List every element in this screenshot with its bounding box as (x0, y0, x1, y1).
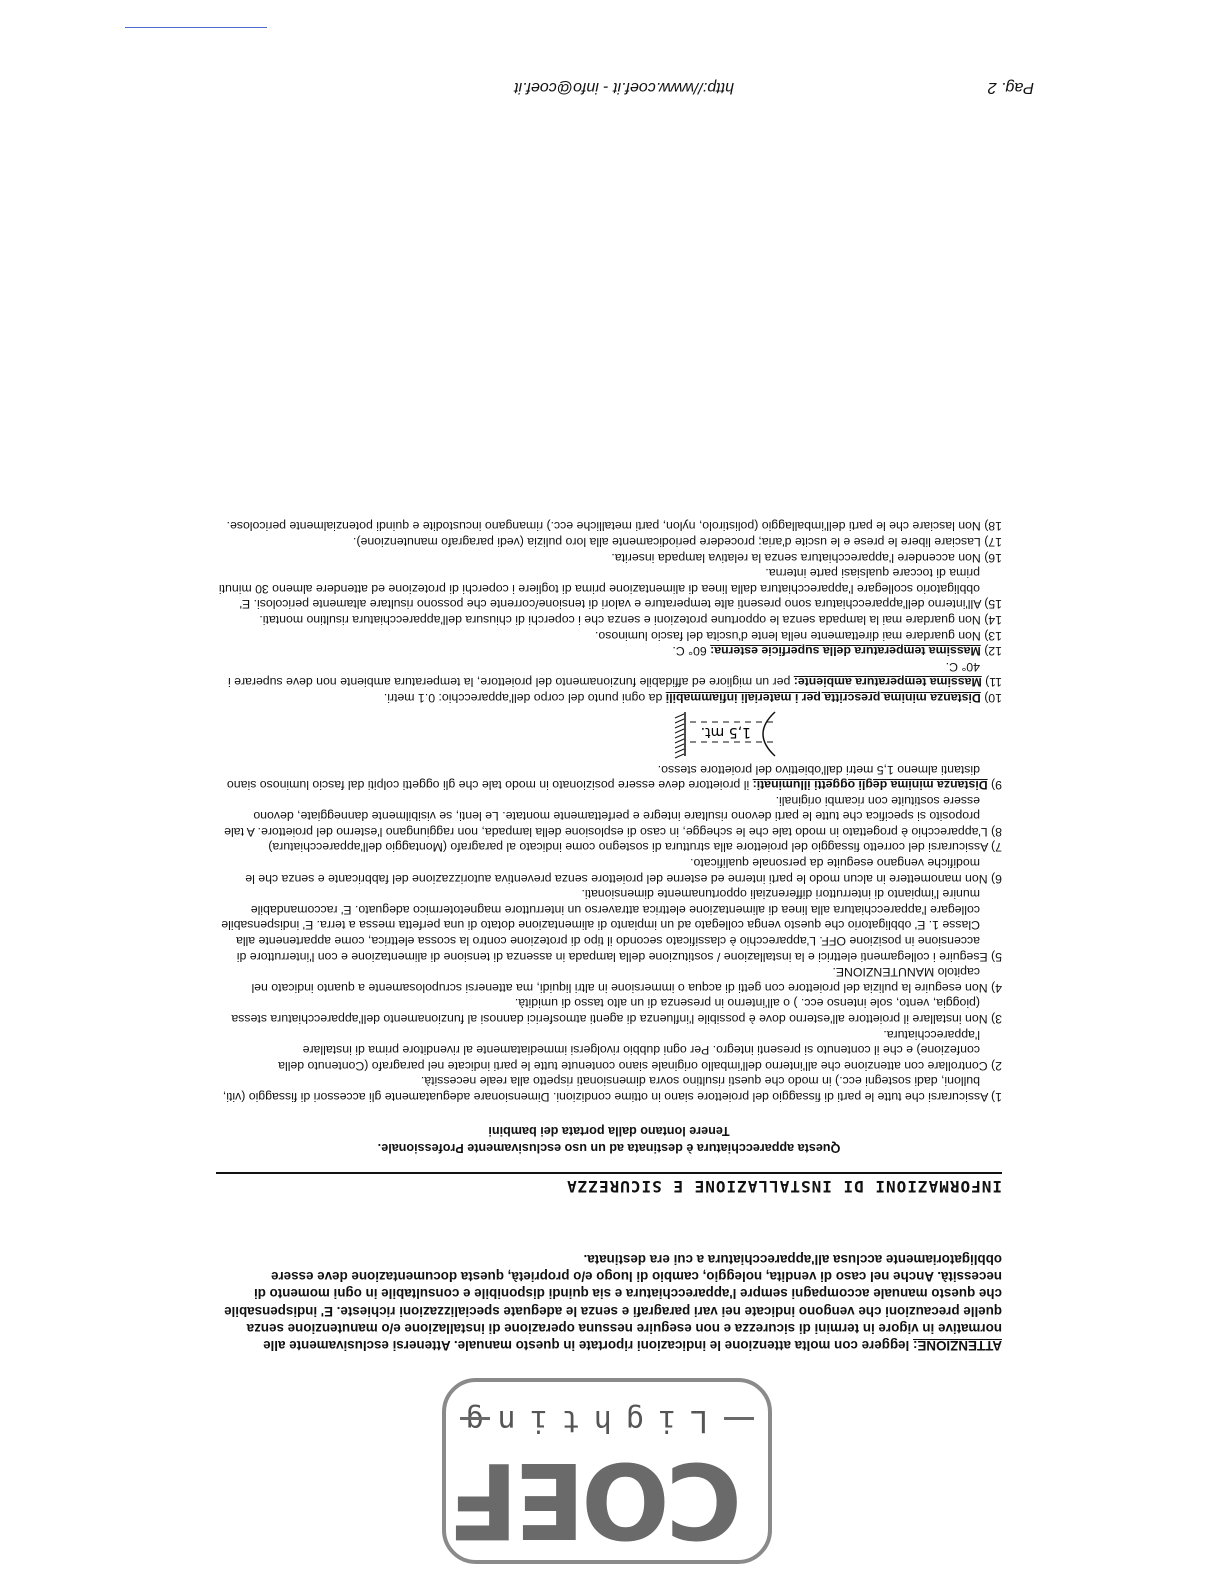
instruction-item (216, 1026, 1002, 1073)
surface-hatch (675, 744, 684, 748)
surface-hatch (675, 734, 684, 738)
item-text: Lasciare libere le prese e le uscite d'aria; procedere periodicamente alla loro pulizia (vedi paragrafo manutenzione). (353, 535, 981, 549)
item-text: Non accendere l'apparecchiatura senza la relativa lampada inserita. (611, 550, 981, 565)
item-number: 9) (991, 778, 1002, 793)
warning-paragraph (212, 1251, 1002, 1354)
item-text: per un migliore ed affidabile funzionamento del proiettore, la temperatura ambiente non deve superare i 40° C. (227, 659, 980, 690)
item-number: 6) (991, 871, 1002, 886)
item-text: Non guardare mai la lampada senza le opportune protezioni e senza che i coperchi di chiusura dell'apparecchiatura risultino montati. (259, 612, 981, 627)
surface-hatch (675, 754, 684, 758)
instruction-item (216, 855, 1002, 886)
logo-rule-left (724, 1417, 754, 1420)
instruction-item (216, 518, 1002, 534)
item-number: 7) (991, 840, 1002, 855)
surface-hatch (675, 714, 684, 718)
page-number: Pag. 2 (987, 79, 1034, 96)
item-text: Assicurarsi del corretto fissaggio del proiettore alla struttura di sostegno come indicato al paragrafo (Montaggio dell'apparecchiatura) (268, 840, 989, 855)
item-number: 2) (991, 1058, 1002, 1073)
instruction-item (216, 549, 1002, 565)
surface-hatch (675, 724, 684, 728)
surface-hatch (675, 749, 684, 753)
warning-lead: ATTENZIONE: (912, 1338, 1002, 1353)
item-heading: Distanza minima prescritta per i materiali infiammabili (665, 690, 981, 705)
item-number: 4) (991, 980, 1002, 995)
instruction-item (216, 627, 1002, 643)
item-text: Non guardare mai direttamente nella lente d'uscita del fascio luminoso. (594, 628, 981, 643)
safety-instructions-list (216, 518, 1002, 1104)
contact-info: http://www.coef.it - info@coef.it (514, 79, 734, 96)
surface-hatch (675, 719, 684, 723)
notice-line-1: Questa apparecchiatura è destinata ad un uso esclusivamente Professionale. (377, 1141, 841, 1155)
item-text: Non eseguire la pulizia del proiettore con getti di acqua o immersione in altri liquidi, ma attenersi scrupolosamente a quanto indicato nel capitolo MANUTENZIONE. (251, 965, 988, 995)
surface-hatch (675, 739, 684, 743)
distance-label: 1,5 mt. (700, 723, 751, 740)
instruction-item (216, 689, 1002, 705)
item-number: 11) (985, 675, 1002, 690)
item-heading: Massima temperatura ambiente: (793, 675, 982, 690)
instruction-item (216, 533, 1002, 549)
logo-wordmark: COEF (451, 1439, 742, 1561)
coef-logo (442, 1378, 772, 1564)
instruction-item (216, 839, 1002, 855)
item-text: Non lasciare che le parti dell'imballaggio (polistirolo, nylon, parti metalliche ecc.) rimangano incustodite e quindi potenzialmente pericolose. (226, 519, 981, 534)
instruction-item (216, 611, 1002, 627)
distance-diagram (657, 708, 787, 760)
item-text: da ogni punto del corpo dell'apparecchio: 0.1 metri. (383, 690, 666, 705)
item-number: 12) (984, 644, 1002, 659)
instruction-item (216, 658, 1002, 689)
surface-hatch (675, 729, 684, 733)
instruction-item (216, 792, 1002, 839)
item-number: 3) (991, 1012, 1002, 1027)
item-number: 16) (984, 550, 1002, 565)
instruction-item (216, 1073, 1002, 1104)
item-number: 17) (984, 535, 1002, 549)
professional-use-notice (216, 1122, 1002, 1156)
item-text: Eseguire i collegamenti elettrici e la installazione / sostituzione della lampada in assenza di tensione di alimentazione e con l'interruttore di accensione in posizione OFF. L'apparecchio è classificato secondo il tipo di protezione contro la scossa elettrica, come appartenente alla Classe 1. E' obbligatorio che questo venga collegato ad un impianto di alimentazione dotato di una perfetta messa a terra. E' indispensabile collegare l'apparecchiatura alla linea di alimentazione elettrica attraverso un interruttore magnetotermico adeguato. E' raccomandabile munire l'impianto di interruttori differenziali opportunamente dimensionati. (221, 887, 988, 964)
item-text: il proiettore deve essere posizionato in modo tale che gli oggetti colpiti dal fascio luminoso siano distanti almeno 1,5 metri dall'obiettivo del proiettore stesso. (226, 762, 980, 793)
item-heading: Massima temperatura della superficie esterna: (710, 644, 981, 659)
item-number: 10) (984, 690, 1002, 705)
logo-subtitle: Lighting (451, 1403, 708, 1438)
item-number: 14) (984, 612, 1002, 627)
item-text: Non installare il proiettore all'esterno dove è possibile l'influenza di agenti atmosferici dannosi al funzionamento dell'apparecchiatura stessa (pioggia, vento, sole intenso ecc. ) o all'interno in presenza di un alto tasso di umidità. (231, 996, 988, 1027)
instruction-item (216, 964, 1002, 995)
item-heading: Distanza minima degli oggetti illuminati: (752, 778, 988, 793)
item-text: Assicurarsi che tutte le parti di fissaggio del proiettore siano in ottime condizioni. Dimensionare adeguatamente gli accessori di fissaggio (viti, bulloni, dadi sostegni ecc.) in modo che questi risultino sovra dimensionati rispetto alla reale necessità. (222, 1074, 989, 1104)
warning-text: leggere con molta attenzione le indicazioni riportate in questo manuale. Attenersi esclusivamente alle normative in vigore in termini di sicurezza e non eseguire nessuna operazione di installazione e/o manutenzione senza quelle precauzioni che vengono indicate nei vari paragrafi e senza le adeguate specializzazioni richieste. E' indispensabile che questo manuale accompagni sempre l'apparecchiatura e sia quindi disponibile e consultabile in ogni momento di necessità. Anche nel caso di vendita, noleggio, cambio di luogo e/o proprietà, questa documentazione deve essere obbligatoriamente acclusa all'apparecchiatura a cui era destinata. (224, 1251, 1002, 1353)
instruction-item (216, 565, 1002, 612)
instruction-item (216, 761, 1002, 792)
section-title: INFORMAZIONI DI INSTALLAZIONE E SICUREZZA (216, 1172, 1002, 1196)
item-number: 15) (984, 597, 1002, 612)
item-number: 5) (991, 949, 1002, 964)
item-text: All'interno dell'apparecchiatura sono presenti alte temperature e valori di tensione/corrente che possono risultare altamente pericolosi. E' obbligatorio scollegare l'apparecchiatura dalla linea di alimentazione prima di togliere i coperchi di protezione ed attendere almeno 30 minuti prima di toccare qualsiasi parte interna. (218, 566, 982, 612)
instruction-item (216, 643, 1002, 659)
footer-link-underline (125, 27, 267, 28)
notice-line-2: Tenere lontano dalla portata dei bambini (488, 1124, 730, 1138)
item-number: 18) (984, 519, 1002, 534)
logo-rule-right (460, 1417, 490, 1420)
item-number: 8) (991, 824, 1002, 839)
item-text: Non manomettere in alcun modo le parti interne ed esterne del proiettore senza preventiva autorizzazione del fabbricante e senza che le modifiche vengano eseguite da personale qualificato. (245, 856, 988, 886)
instruction-item (216, 995, 1002, 1026)
item-number: 1) (991, 1090, 1002, 1104)
item-text: Controllare con attenzione che all'interno dell'imballo originale siano contenute tutte le parti indicate nel paragrafo (Contenuto della confezione) e che il contenuto si presenti integro. Per ogni dubbio rivolgersi immediatamente al rivenditore prima di installare l'apparecchiatura. (278, 1027, 988, 1073)
item-text: 60° C. (672, 644, 711, 659)
item-text: L'apparecchio è progettato in modo tale che le schegge, in caso di esplosione della lampada, non raggiungano l'esterno del proiettore. A tale proposito si specifica che tutte le parti devono risultare integre e perfettamente montate. Le lenti, se visibilmente danneggiate, devono essere sostituite con ricambi originali. (224, 793, 988, 839)
item-number: 13) (984, 628, 1002, 643)
lens-arc (763, 712, 775, 756)
instruction-item (216, 886, 1002, 964)
